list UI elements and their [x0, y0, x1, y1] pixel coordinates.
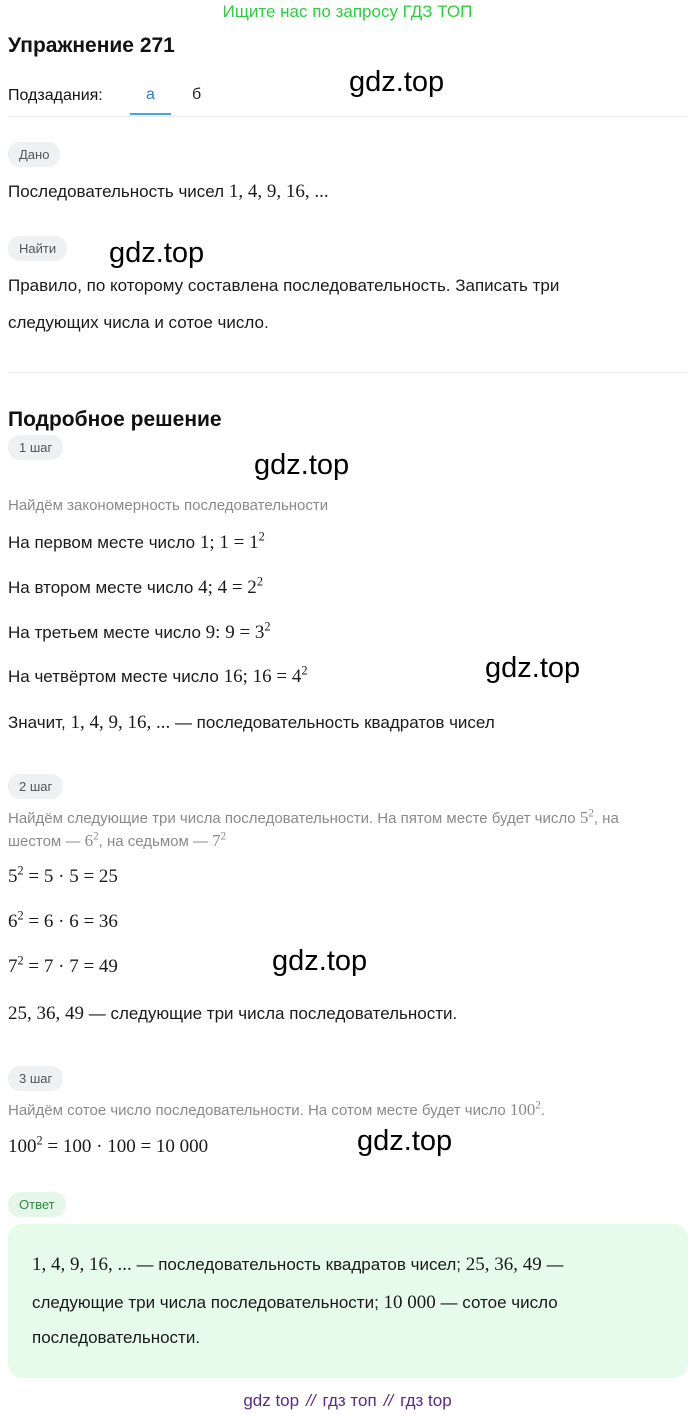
- given-text: [8, 181, 329, 203]
- step-1-row: [8, 663, 308, 688]
- find-line-1: Правило, по которому составлена последовательность. Записать три: [8, 276, 560, 295]
- watermark: gdz.top: [357, 1125, 453, 1157]
- answer-line-3: последовательности.: [32, 1328, 201, 1347]
- watermark: gdz.top: [485, 652, 581, 684]
- step-2-result: 25, 36, 49 — следующие три числа последовательности.: [8, 1003, 458, 1024]
- row-text: На втором месте число: [8, 578, 194, 597]
- answer-line-2: следующие три числа последовательности; 10 000 — сотое число: [32, 1292, 558, 1313]
- subtasks-label: Подзадания:: [8, 87, 103, 104]
- equation: $6^2 = 6 \cdot 6 = 36$: [8, 908, 118, 932]
- watermark: gdz.top: [272, 945, 368, 977]
- row-math: 4; $4 = 2^2$: [198, 574, 263, 598]
- step-2-badge: 2 шаг: [8, 774, 63, 799]
- footer-links: [0, 1391, 695, 1411]
- tab-a[interactable]: а: [146, 86, 155, 103]
- answer-badge: Ответ: [8, 1192, 66, 1217]
- top-banner: Ищите нас по запросу ГДЗ ТОП: [222, 2, 473, 21]
- step-1-conclusion: Значит, 1, 4, 9, 16, ... — последовательность квадратов чисел: [8, 712, 495, 733]
- row-text: На третьем месте число: [8, 623, 201, 642]
- solution-title: Подробное решение: [8, 408, 222, 431]
- step-2-note-2: шестом — $6^2$, на седьмом — $7^2$: [8, 830, 227, 850]
- row-math: 16; $16 = 4^2$: [223, 663, 308, 687]
- equation: $7^2 = 7 \cdot 7 = 49$: [8, 953, 118, 977]
- tab-b[interactable]: б: [192, 86, 202, 103]
- given-sequence: 1, 4, 9, 16, ...: [228, 181, 329, 202]
- footer-link[interactable]: гдз top: [400, 1391, 452, 1410]
- row-math: 1; $1 = 1^2$: [199, 529, 265, 553]
- equation: $100^2 = 100 \cdot 100 = 10$ 000: [8, 1133, 209, 1157]
- watermark: gdz.top: [109, 237, 205, 269]
- divider: [8, 372, 687, 373]
- given-label: Последовательность чисел: [8, 182, 225, 201]
- step-1-row: [8, 529, 265, 554]
- footer-link[interactable]: гдз топ: [322, 1391, 377, 1410]
- active-tab-underline: [130, 113, 171, 115]
- find-badge: Найти: [8, 236, 67, 261]
- row-math: 9: $9 = 3^2$: [205, 619, 271, 643]
- find-line-2: следующих числа и сотое число.: [8, 313, 269, 332]
- equation: $5^2 = 5 \cdot 5 = 25$: [8, 863, 118, 887]
- watermark: gdz.top: [254, 449, 350, 481]
- step-2-note-1: Найдём следующие три числа последовательности. На пятом месте будет число $5^2$, на: [8, 807, 619, 827]
- given-badge: Дано: [8, 142, 60, 167]
- divider: [8, 116, 687, 117]
- footer-link[interactable]: gdz top: [243, 1391, 300, 1410]
- step-1-row: [8, 574, 263, 599]
- step-1-row: [8, 619, 271, 644]
- step-1-note: Найдём закономерность последовательности: [8, 497, 329, 514]
- step-3-note: Найдём сотое число последовательности. На сотом месте будет число $100^2$.: [8, 1099, 546, 1119]
- answer-line-1: 1, 4, 9, 16, ... — последовательность квадратов чисел; 25, 36, 49 —: [32, 1254, 564, 1275]
- row-text: На первом месте число: [8, 533, 196, 552]
- footer-separator: //: [383, 1391, 394, 1410]
- row-text: На четвёртом месте число: [8, 667, 219, 686]
- footer-separator: //: [306, 1391, 316, 1410]
- step-1-badge: 1 шаг: [8, 435, 63, 460]
- step-3-badge: 3 шаг: [8, 1066, 63, 1091]
- page-title: Упражнение 271: [8, 34, 175, 57]
- watermark: gdz.top: [349, 66, 445, 98]
